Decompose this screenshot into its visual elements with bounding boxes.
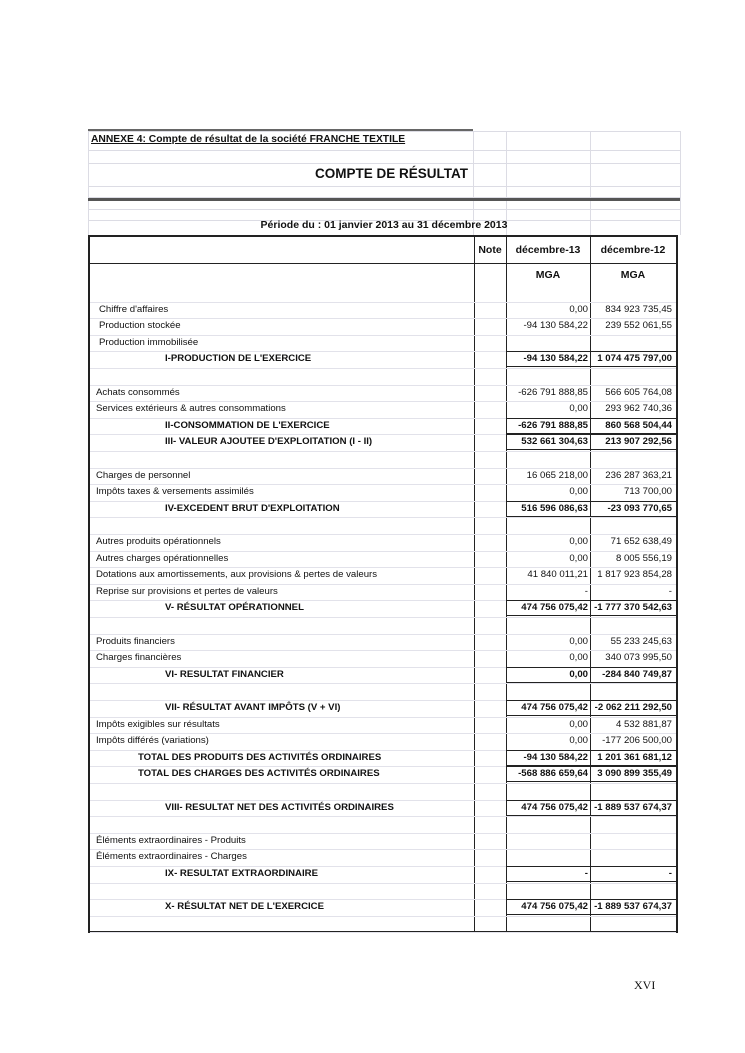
table-row [90, 617, 676, 635]
value-dec13: 474 756 075,42 [521, 602, 588, 614]
value-dec12: -23 093 770,65 [607, 502, 672, 514]
value-dec13: -626 791 888,85 [518, 386, 588, 398]
table-row [90, 766, 676, 784]
value-dec13: - [584, 585, 588, 597]
row-label: Reprise sur provisions et pertes de valeurs [96, 585, 278, 597]
table-row [90, 866, 676, 884]
value-dec13: 0,00 [569, 552, 588, 564]
period-label: Période du : 01 janvier 2013 au 31 décembre 2013 [260, 219, 508, 231]
value-dec12: -1 889 537 674,37 [594, 901, 672, 913]
row-label: Éléments extraordinaires - Produits [96, 834, 246, 846]
value-dec12: 834 923 735,45 [605, 303, 672, 315]
table-row [90, 451, 676, 469]
table-row [90, 916, 676, 934]
value-dec12: 4 532 881,87 [615, 718, 672, 730]
table-row [90, 335, 676, 353]
table-row [90, 700, 676, 718]
value-dec12: -1 889 537 674,37 [594, 801, 672, 813]
row-label: Production immobilisée [99, 336, 199, 348]
table-row [90, 318, 676, 336]
table-row [90, 899, 676, 917]
table-row [90, 302, 676, 320]
value-dec13: -94 130 584,22 [523, 353, 588, 365]
value-dec12: - [668, 585, 672, 597]
table-row [90, 800, 676, 818]
value-dec13: 0,00 [569, 536, 588, 547]
table-row [90, 816, 676, 834]
header-divider [90, 263, 676, 264]
row-label: Dotations aux amortissements, aux provisions & pertes de valeurs [96, 569, 378, 581]
row-label: TOTAL DES CHARGES DES ACTIVITÉS ORDINAIRES [138, 768, 380, 780]
value-dec13: 0,00 [569, 486, 588, 498]
row-label: TOTAL DES PRODUITS DES ACTIVITÉS ORDINAIRES [138, 751, 382, 763]
value-dec12: 3 090 899 355,49 [597, 768, 672, 780]
value-dec12: 566 605 764,08 [605, 386, 672, 398]
row-label: VI- RESULTAT FINANCIER [165, 668, 284, 680]
title-divider [88, 198, 680, 201]
row-label: IX- RESULTAT EXTRAORDINAIRE [165, 868, 318, 879]
row-label: Autres produits opérationnels [96, 536, 221, 547]
row-label: X- RÉSULTAT NET DE L'EXERCICE [165, 901, 324, 913]
table-row [90, 567, 676, 585]
gridline [88, 186, 680, 187]
top-rule [88, 129, 473, 131]
value-dec13: 474 756 075,42 [521, 702, 588, 713]
value-dec13: -94 130 584,22 [523, 751, 588, 763]
value-dec13: - [584, 868, 588, 879]
value-dec12: 55 233 245,63 [610, 635, 672, 647]
value-dec12: 213 907 292,56 [605, 436, 672, 448]
table-row [90, 883, 676, 901]
table-row [90, 750, 676, 768]
table-row [90, 584, 676, 602]
value-dec12: 340 073 995,50 [605, 652, 672, 664]
header-note: Note [478, 244, 502, 256]
page-number: XVI [634, 978, 656, 992]
value-dec13: 0,00 [569, 403, 588, 415]
table-row [90, 733, 676, 751]
gridline [88, 163, 680, 164]
value-dec12: 8 005 556,19 [615, 552, 672, 564]
value-dec12: -284 840 749,87 [602, 668, 672, 680]
value-dec12: 860 568 504,44 [605, 419, 672, 431]
value-dec13: 41 840 011,21 [527, 569, 588, 581]
value-dec12: 713 700,00 [623, 486, 672, 498]
value-dec12: -2 062 211 292,50 [594, 702, 672, 713]
table-row [90, 783, 676, 801]
table-row [90, 285, 676, 303]
value-dec13: 0,00 [569, 303, 588, 315]
value-dec13: -94 130 584,22 [523, 320, 588, 332]
value-dec12: 1 817 923 854,28 [597, 569, 672, 581]
row-label: Production stockée [99, 320, 181, 332]
header-dec13: décembre-13 [515, 244, 581, 256]
table-row [90, 501, 676, 519]
row-label: VIII- RESULTAT NET DES ACTIVITÉS ORDINAIRES [165, 801, 394, 813]
table-row [90, 634, 676, 652]
row-label: Services extérieurs & autres consommations [96, 403, 286, 415]
value-dec13: 516 596 086,63 [521, 502, 588, 514]
table-row [90, 551, 676, 569]
value-dec13: 0,00 [569, 668, 588, 680]
value-dec13: -626 791 888,85 [518, 419, 588, 431]
table-row [90, 517, 676, 535]
gridline [88, 150, 680, 151]
row-label: Chiffre d'affaires [99, 303, 169, 315]
row-label: V- RÉSULTAT OPÉRATIONNEL [165, 602, 304, 614]
row-label: IV-EXCEDENT BRUT D'EXPLOITATION [165, 502, 340, 514]
value-dec13: 474 756 075,42 [521, 901, 588, 913]
value-dec13: 0,00 [569, 652, 588, 664]
row-label: VII- RÉSULTAT AVANT IMPÔTS (V + VI) [165, 702, 341, 713]
currency-dec13: MGA [535, 269, 561, 281]
value-dec12: 239 552 061,55 [605, 320, 672, 332]
table-row [90, 351, 676, 369]
header-dec12: décembre-12 [600, 244, 666, 256]
value-dec13: 16 065 218,00 [526, 469, 588, 481]
row-label: I-PRODUCTION DE L'EXERCICE [165, 353, 312, 365]
value-dec13: 532 661 304,63 [521, 436, 588, 448]
page-title: COMPTE DE RÉSULTAT [315, 166, 468, 181]
row-label: Éléments extraordinaires - Charges [96, 851, 247, 863]
table-row [90, 385, 676, 403]
row-label: Charges de personnel [96, 469, 191, 481]
table-row [90, 468, 676, 486]
value-dec12: - [668, 868, 672, 879]
row-label: Autres charges opérationnelles [96, 552, 229, 564]
gridline [680, 131, 681, 235]
value-dec12: 236 287 363,21 [605, 469, 672, 481]
row-label: Charges financières [96, 652, 182, 664]
value-dec12: -1 777 370 542,63 [594, 602, 672, 614]
currency-dec12: MGA [620, 269, 646, 281]
table-row [90, 717, 676, 735]
value-dec13: 0,00 [569, 735, 588, 747]
income-statement-table [88, 235, 678, 933]
row-label: Produits financiers [96, 635, 175, 647]
table-row [90, 534, 676, 552]
value-dec13: 474 756 075,42 [521, 801, 588, 813]
value-dec13: -568 886 659,64 [518, 768, 588, 780]
table-row [90, 849, 676, 867]
value-dec13: 0,00 [569, 718, 588, 730]
table-row [90, 833, 676, 851]
row-label: III- VALEUR AJOUTEE D'EXPLOITATION (I - II) [165, 436, 373, 448]
value-dec12: 71 652 638,49 [610, 536, 672, 547]
table-row [90, 418, 676, 436]
table-row [90, 667, 676, 685]
row-label: II-CONSOMMATION DE L'EXERCICE [165, 419, 330, 431]
table-row [90, 484, 676, 502]
table-row [90, 683, 676, 701]
table-row [90, 434, 676, 452]
table-row [90, 650, 676, 668]
gridline [88, 131, 680, 132]
row-label: Impôts taxes & versements assimilés [96, 486, 254, 498]
value-dec12: 293 962 740,36 [605, 403, 672, 415]
row-label: Impôts exigibles sur résultats [96, 718, 220, 730]
row-label: Impôts différés (variations) [96, 735, 209, 747]
gridline [88, 209, 680, 210]
value-dec13: 0,00 [569, 635, 588, 647]
value-dec12: 1 074 475 797,00 [597, 353, 672, 365]
value-dec12: 1 201 361 681,12 [597, 751, 672, 763]
table-row [90, 600, 676, 618]
table-row [90, 401, 676, 419]
table-row [90, 368, 676, 386]
annexe-title: ANNEXE 4: Compte de résultat de la société FRANCHE TEXTILE [91, 134, 406, 145]
value-dec12: -177 206 500,00 [602, 735, 672, 747]
row-label: Achats consommés [96, 386, 180, 398]
